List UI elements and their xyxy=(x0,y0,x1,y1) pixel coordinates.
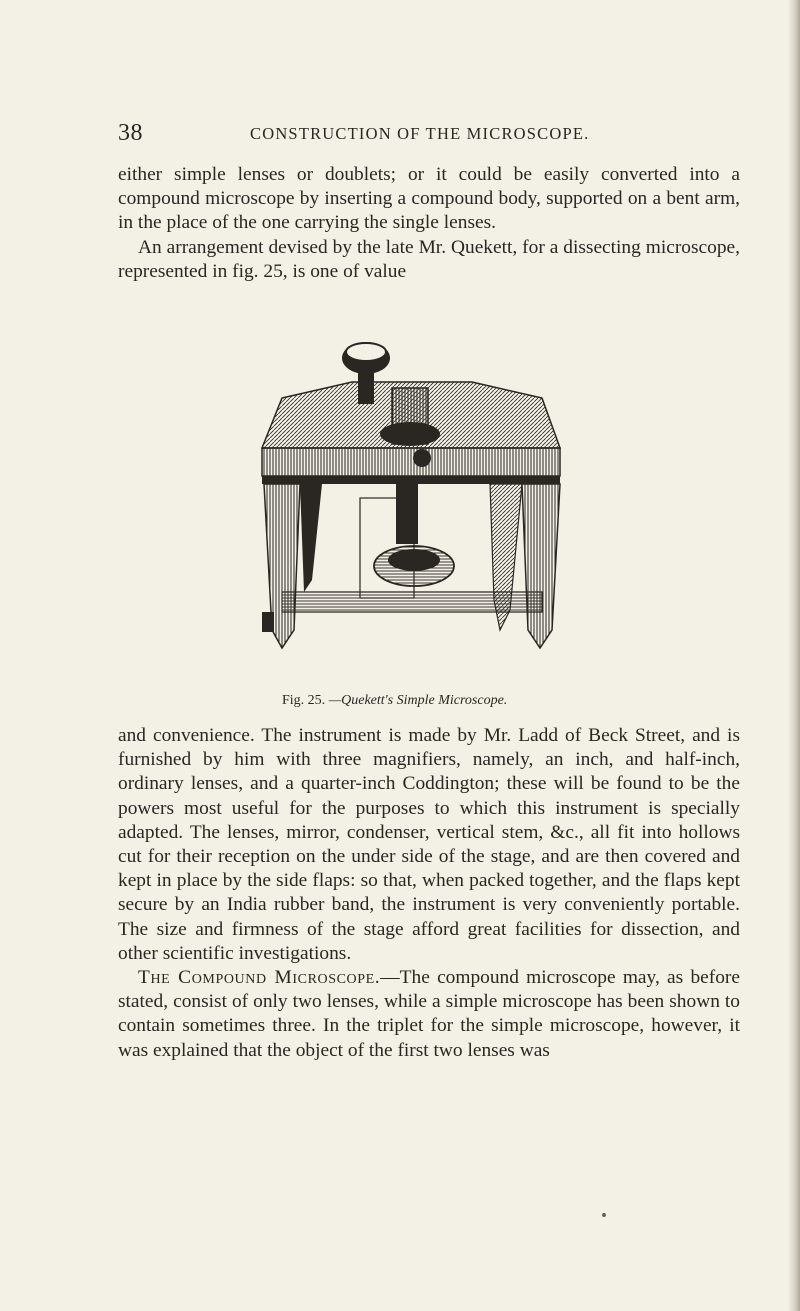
paragraph-continued: either simple lenses or doublets; or it could be easily converted into a compound microscope by inserting a compound body, supported on a bent arm, in the place of the one carrying the single lenses. xyxy=(118,164,740,234)
figure-label: Fig. 25. xyxy=(282,693,326,708)
paragraph-convenience: and convenience. The instrument is made by Mr. Ladd of Beck Street, and is furnished by him with three magnifiers, namely, an inch, and half-inch, ordinary lenses, and a quarter-inch Coddington; these will be found to be the powers most useful for the purposes to which this instrument is specially adapted. The lenses, mirror, condenser, vertical stem, &c., all fit into hollows cut for their reception on the under side of the stage, and are then covered and kept in place by the side flaps: so that, when packed together, and the flaps kept secure by an India rubber band, the instrument is very conveniently portable. The size and firmness of the stage afford great facilities for dissection, and other scientific investigations. xyxy=(118,725,740,964)
section-text: —The compound microscope may, as before stated, consist of only two lenses, while a simple microscope has been shown to contain sometimes three. In the triplet for the simple microscope, however, it was explained that the object of the first two lenses was xyxy=(118,967,740,1061)
paragraph-quekett: An arrangement devised by the late Mr. Quekett, for a dissecting microscope, represented in fig. 25, is one of value xyxy=(118,236,740,282)
page-edge-shadow xyxy=(788,0,800,1311)
microscope-illustration-icon xyxy=(242,330,582,690)
figure-caption xyxy=(282,693,602,709)
printer-mark xyxy=(602,1213,606,1217)
paragraph-compound-microscope xyxy=(118,966,740,1063)
top-text-block xyxy=(118,163,740,284)
page-header xyxy=(118,120,738,150)
bottom-text-block xyxy=(118,724,740,1063)
running-head: CONSTRUCTION OF THE MICROSCOPE. xyxy=(250,124,590,143)
section-heading: The Compound Microscope. xyxy=(138,967,381,989)
page-number: 38 xyxy=(118,120,143,146)
figure-engraving xyxy=(242,330,582,690)
figure-caption-text: —Quekett's Simple Microscope. xyxy=(328,693,508,708)
